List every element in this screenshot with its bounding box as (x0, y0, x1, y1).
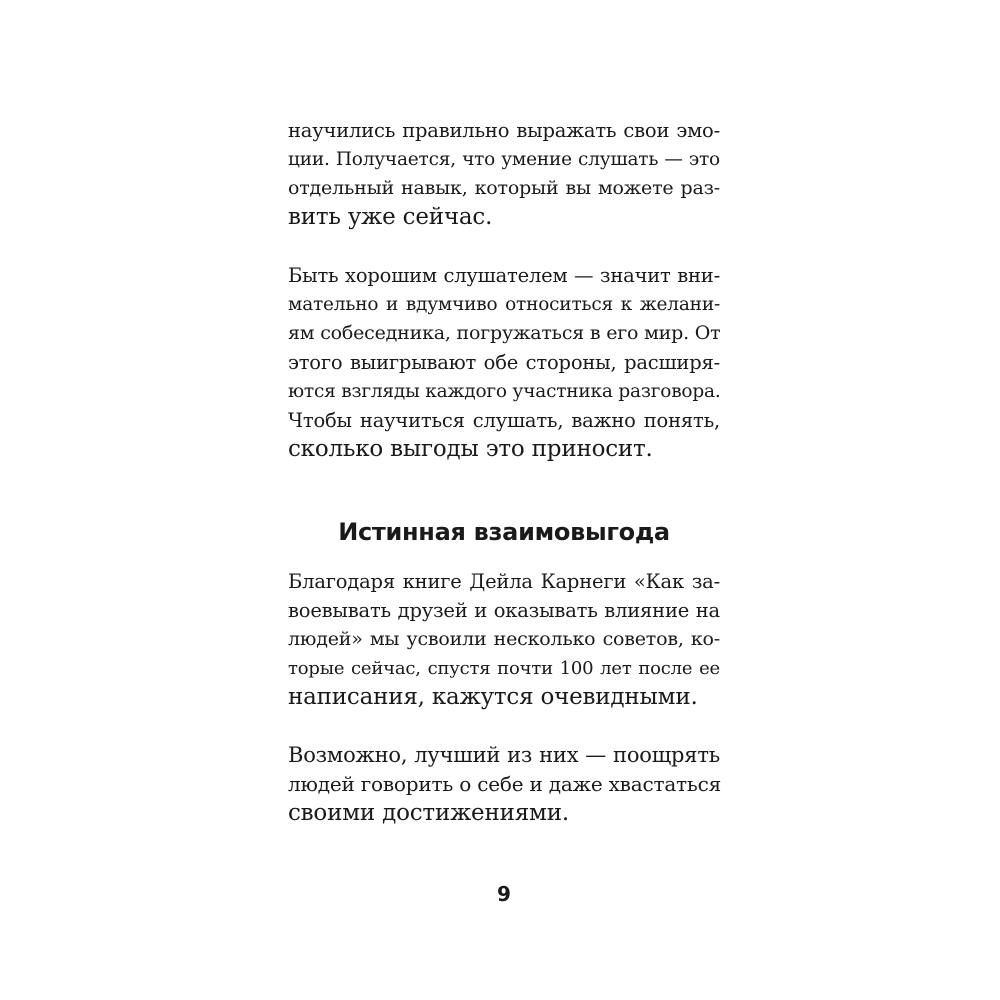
text-line: ются взгляды каждого участника разговора. (288, 381, 721, 402)
text-line: сколько выгоды это приносит. (288, 436, 653, 462)
text-line: написания, кажутся очевидными. (288, 684, 698, 710)
page-number: 9 (497, 882, 511, 906)
text-line: своими достижениями. (288, 800, 569, 826)
text-line: Чтобы научиться слушать, важно понять, (288, 409, 720, 432)
text-line: научились правильно выражать свои эмо- (288, 119, 720, 142)
section-heading: Истинная взаимовыгода (338, 518, 670, 546)
text-line: мательно и вдумчиво относиться к желани- (288, 294, 720, 315)
text-line: ям собеседника, погружаться в его мир. От (288, 322, 721, 344)
text-line: воевывать друзей и оказывать влияние на (288, 599, 720, 622)
text-line: людей» мы усвоили несколько советов, ко- (288, 628, 720, 650)
text-line: Возможно, лучший из них — поощрять (288, 743, 720, 767)
text-line: ции. Получается, что умение слушать — это (288, 149, 720, 170)
text-line: отдельный навык, который вы можете раз- (288, 177, 720, 199)
text-line: торые сейчас, спустя почти 100 лет после ее (288, 658, 720, 679)
text-line: этого выигрывают обе стороны, расширя- (288, 351, 720, 374)
text-line: вить уже сейчас. (288, 204, 493, 230)
text-line: Благодаря книге Дейла Карнеги «Как за- (288, 570, 720, 593)
text-line: людей говорить о себе и даже хвастаться (288, 772, 722, 796)
text-line: Быть хорошим слушателем — значит вни- (288, 264, 720, 287)
